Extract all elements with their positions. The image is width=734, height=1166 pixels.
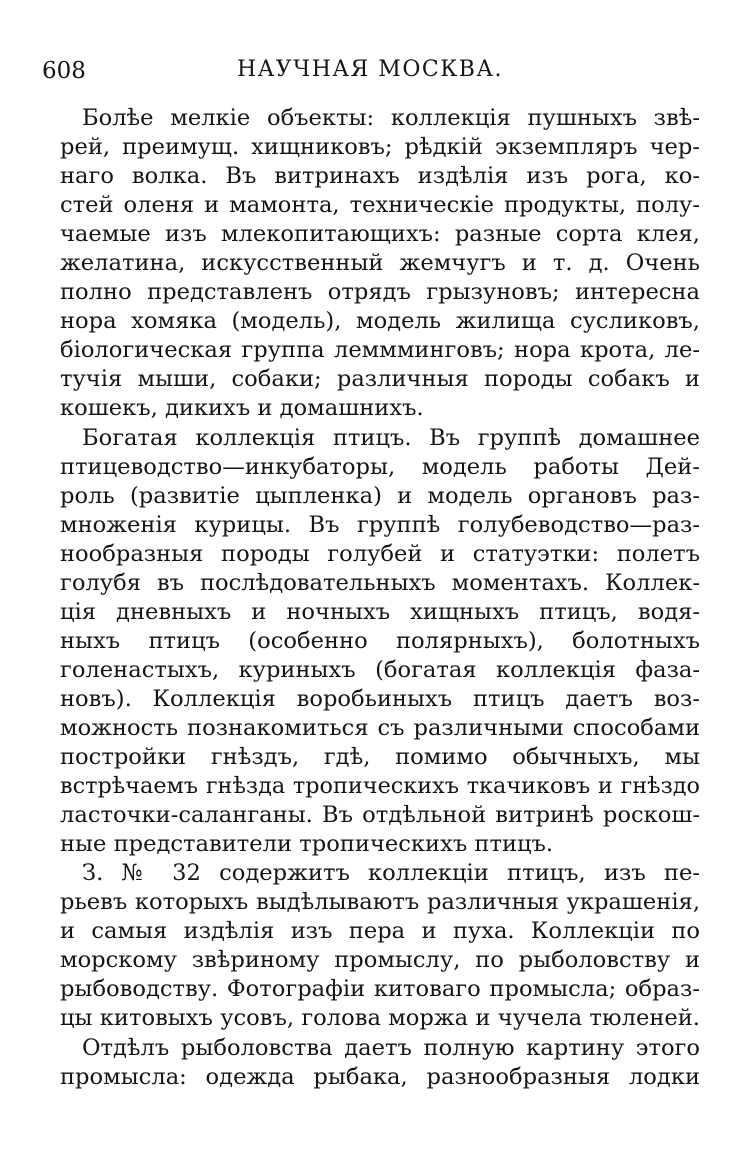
text-line: морскому звѣриному промыслу, по рыболовству и xyxy=(60,947,700,974)
text-line: птицеводство—инкубаторы, модель работы Дей- xyxy=(60,453,700,480)
text-line: желатина, искусственный жемчугъ и т. д. Очень xyxy=(60,250,700,277)
text-line: чаемые изъ млекопитающихъ: разные сорта клея, xyxy=(60,221,700,248)
text-line: полно представленъ отрядъ грызуновъ; интересна xyxy=(60,279,700,306)
text-line: тучія мыши, собаки; различныя породы собакъ и xyxy=(60,366,700,393)
text-line: ные представители тропическихъ птицъ. xyxy=(60,831,554,858)
text-line: Отдѣлъ рыболовства даетъ полную картину этого xyxy=(82,1034,700,1061)
text-line: роль (развитіе цыпленка) и модель органовъ раз- xyxy=(60,482,700,509)
text-line: ція дневныхъ и ночныхъ хищныхъ птицъ, водя- xyxy=(60,598,700,625)
text-line: и самыя издѣлія изъ пера и пуха. Коллекціи по xyxy=(60,918,700,945)
text-line: ласточки-саланганы. Въ отдѣльной витринѣ роскош- xyxy=(60,802,700,829)
text-line: постройки гнѣздъ, гдѣ, помимо обычныхъ, мы xyxy=(60,744,700,771)
text-line: наго волка. Въ витринахъ издѣлія изъ рога, ко- xyxy=(60,163,700,190)
text-line: Богатая коллекція птицъ. Въ группѣ домашнее xyxy=(82,424,700,451)
text-line: стей оленя и мамонта, техническіе продукты, полу- xyxy=(60,192,700,219)
text-line: рьевъ которыхъ выдѣлываютъ различныя украшенія, xyxy=(60,889,700,916)
text-line: ныхъ птицъ (особенно полярныхъ), болотныхъ xyxy=(60,627,700,654)
text-line: рыбоводству. Фотографіи китоваго промысла; образ- xyxy=(60,976,700,1003)
text-line: нообразныя породы голубей и статуэтки: полетъ xyxy=(60,540,700,567)
text-line: З. № 32 содержитъ коллекціи птицъ, изъ пе- xyxy=(82,860,700,887)
running-title: НАУЧНАЯ МОСКВА. xyxy=(236,57,504,82)
text-line: рей, преимущ. хищниковъ; рѣдкій экземпляръ чер- xyxy=(60,134,700,161)
page-number: 608 xyxy=(42,58,86,84)
text-line: цы китовыхъ усовъ, голова моржа и чучела тюленей. xyxy=(60,1005,700,1032)
text-line: біологическая группа леммминговъ; нора крота, ле- xyxy=(60,337,700,364)
body-text xyxy=(60,104,700,1092)
text-line: нора хомяка (модель), модель жилища сусликовъ, xyxy=(60,308,700,335)
text-line: Болѣе мелкіе объекты: коллекція пушныхъ звѣ- xyxy=(82,105,700,131)
text-line: множенія курицы. Въ группѣ голубеводство—раз- xyxy=(60,511,700,538)
text-line: голенастыхъ, куриныхъ (богатая коллекція фаза- xyxy=(60,656,700,683)
text-line: промысла: одежда рыбака, разнообразныя лодки xyxy=(60,1063,700,1090)
text-line: кошекъ, дикихъ и домашнихъ. xyxy=(60,395,424,422)
text-line: новъ). Коллекція воробьиныхъ птицъ даетъ воз- xyxy=(60,685,700,712)
text-line: голубя въ послѣдовательныхъ моментахъ. Коллек- xyxy=(60,569,700,596)
text-line: можность познакомиться съ различными способами xyxy=(60,714,700,741)
text-line: встрѣчаемъ гнѣзда тропическихъ ткачиковъ и гнѣздо xyxy=(60,773,700,800)
